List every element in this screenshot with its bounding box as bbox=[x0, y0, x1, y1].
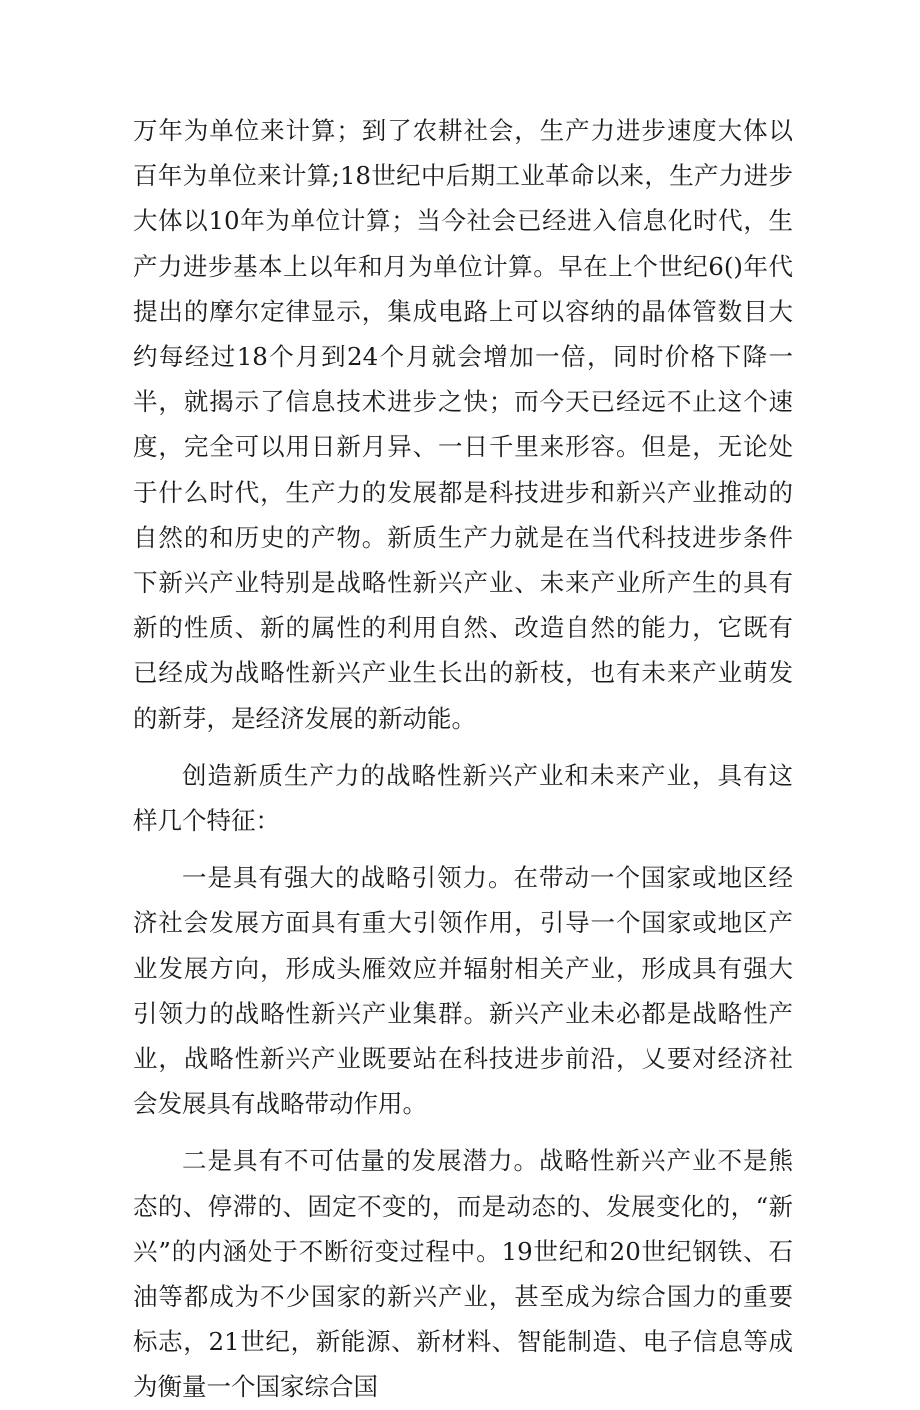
paragraph-strategic-leadership: 一是具有强大的战略引领力。在带动一个国家或地区经济社会发展方面具有重大引领作用，引导一个国家或地区产业发展方向，形成头雁效应并辐射相关产业，形成具有强大引领力的战略性新兴产业集群。新兴产业未必都是战略性产业，战略性新兴产业既要站在科技进步前沿，乂要对经济社会发展具有战略带动作用。 bbox=[133, 863, 793, 1119]
document-body bbox=[133, 108, 793, 1410]
paragraph-features-intro: 创造新质生产力的战略性新兴产业和未来产业，具有这样几个特征： bbox=[133, 760, 793, 836]
paragraph-productivity-history: 万年为单位来计算；到了农耕社会，生产力进步速度大体以百年为单位来计算;18世纪中后期工业革命以来，生产力进步大体以10年为单位计算；当今社会已经进入信息化时代，生产力进步基本上以年和月为单位计算。早在上个世纪6()年代提出的摩尔定律显示，集成电路上可以容纳的晶体管数目大约每经过18个月到24个月就会增加一倍，同时价格下降一半，就揭示了信息技术进步之快；而今天已经远不止这个速度，完全可以用日新月异、一日千里来形容。但是，无论处于什么时代，生产力的发展都是科技进步和新兴产业推动的自然的和历史的产物。新质生产力就是在当代科技进步条件下新兴产业特别是战略性新兴产业、未来产业所产生的具有新的性质、新的属性的利用自然、改造自然的能力，它既有已经成为战略性新兴产业生长出的新枝，也有未来产业萌发的新芽，是经济发展的新动能。 bbox=[133, 116, 793, 733]
paragraph-development-potential: 二是具有不可估量的发展潜力。战略性新兴产业不是熊态的、停滞的、固定不变的，而是动态的、发展变化的，“新兴”的内涵处于不断衍变过程中。19世纪和20世纪钢铁、石油等都成为不少国家的新兴产业，甚至成为综合国力的重要标志，21世纪，新能源、新材料、智能制造、电子信息等成为衡量一个国家综合国 bbox=[133, 1146, 793, 1402]
